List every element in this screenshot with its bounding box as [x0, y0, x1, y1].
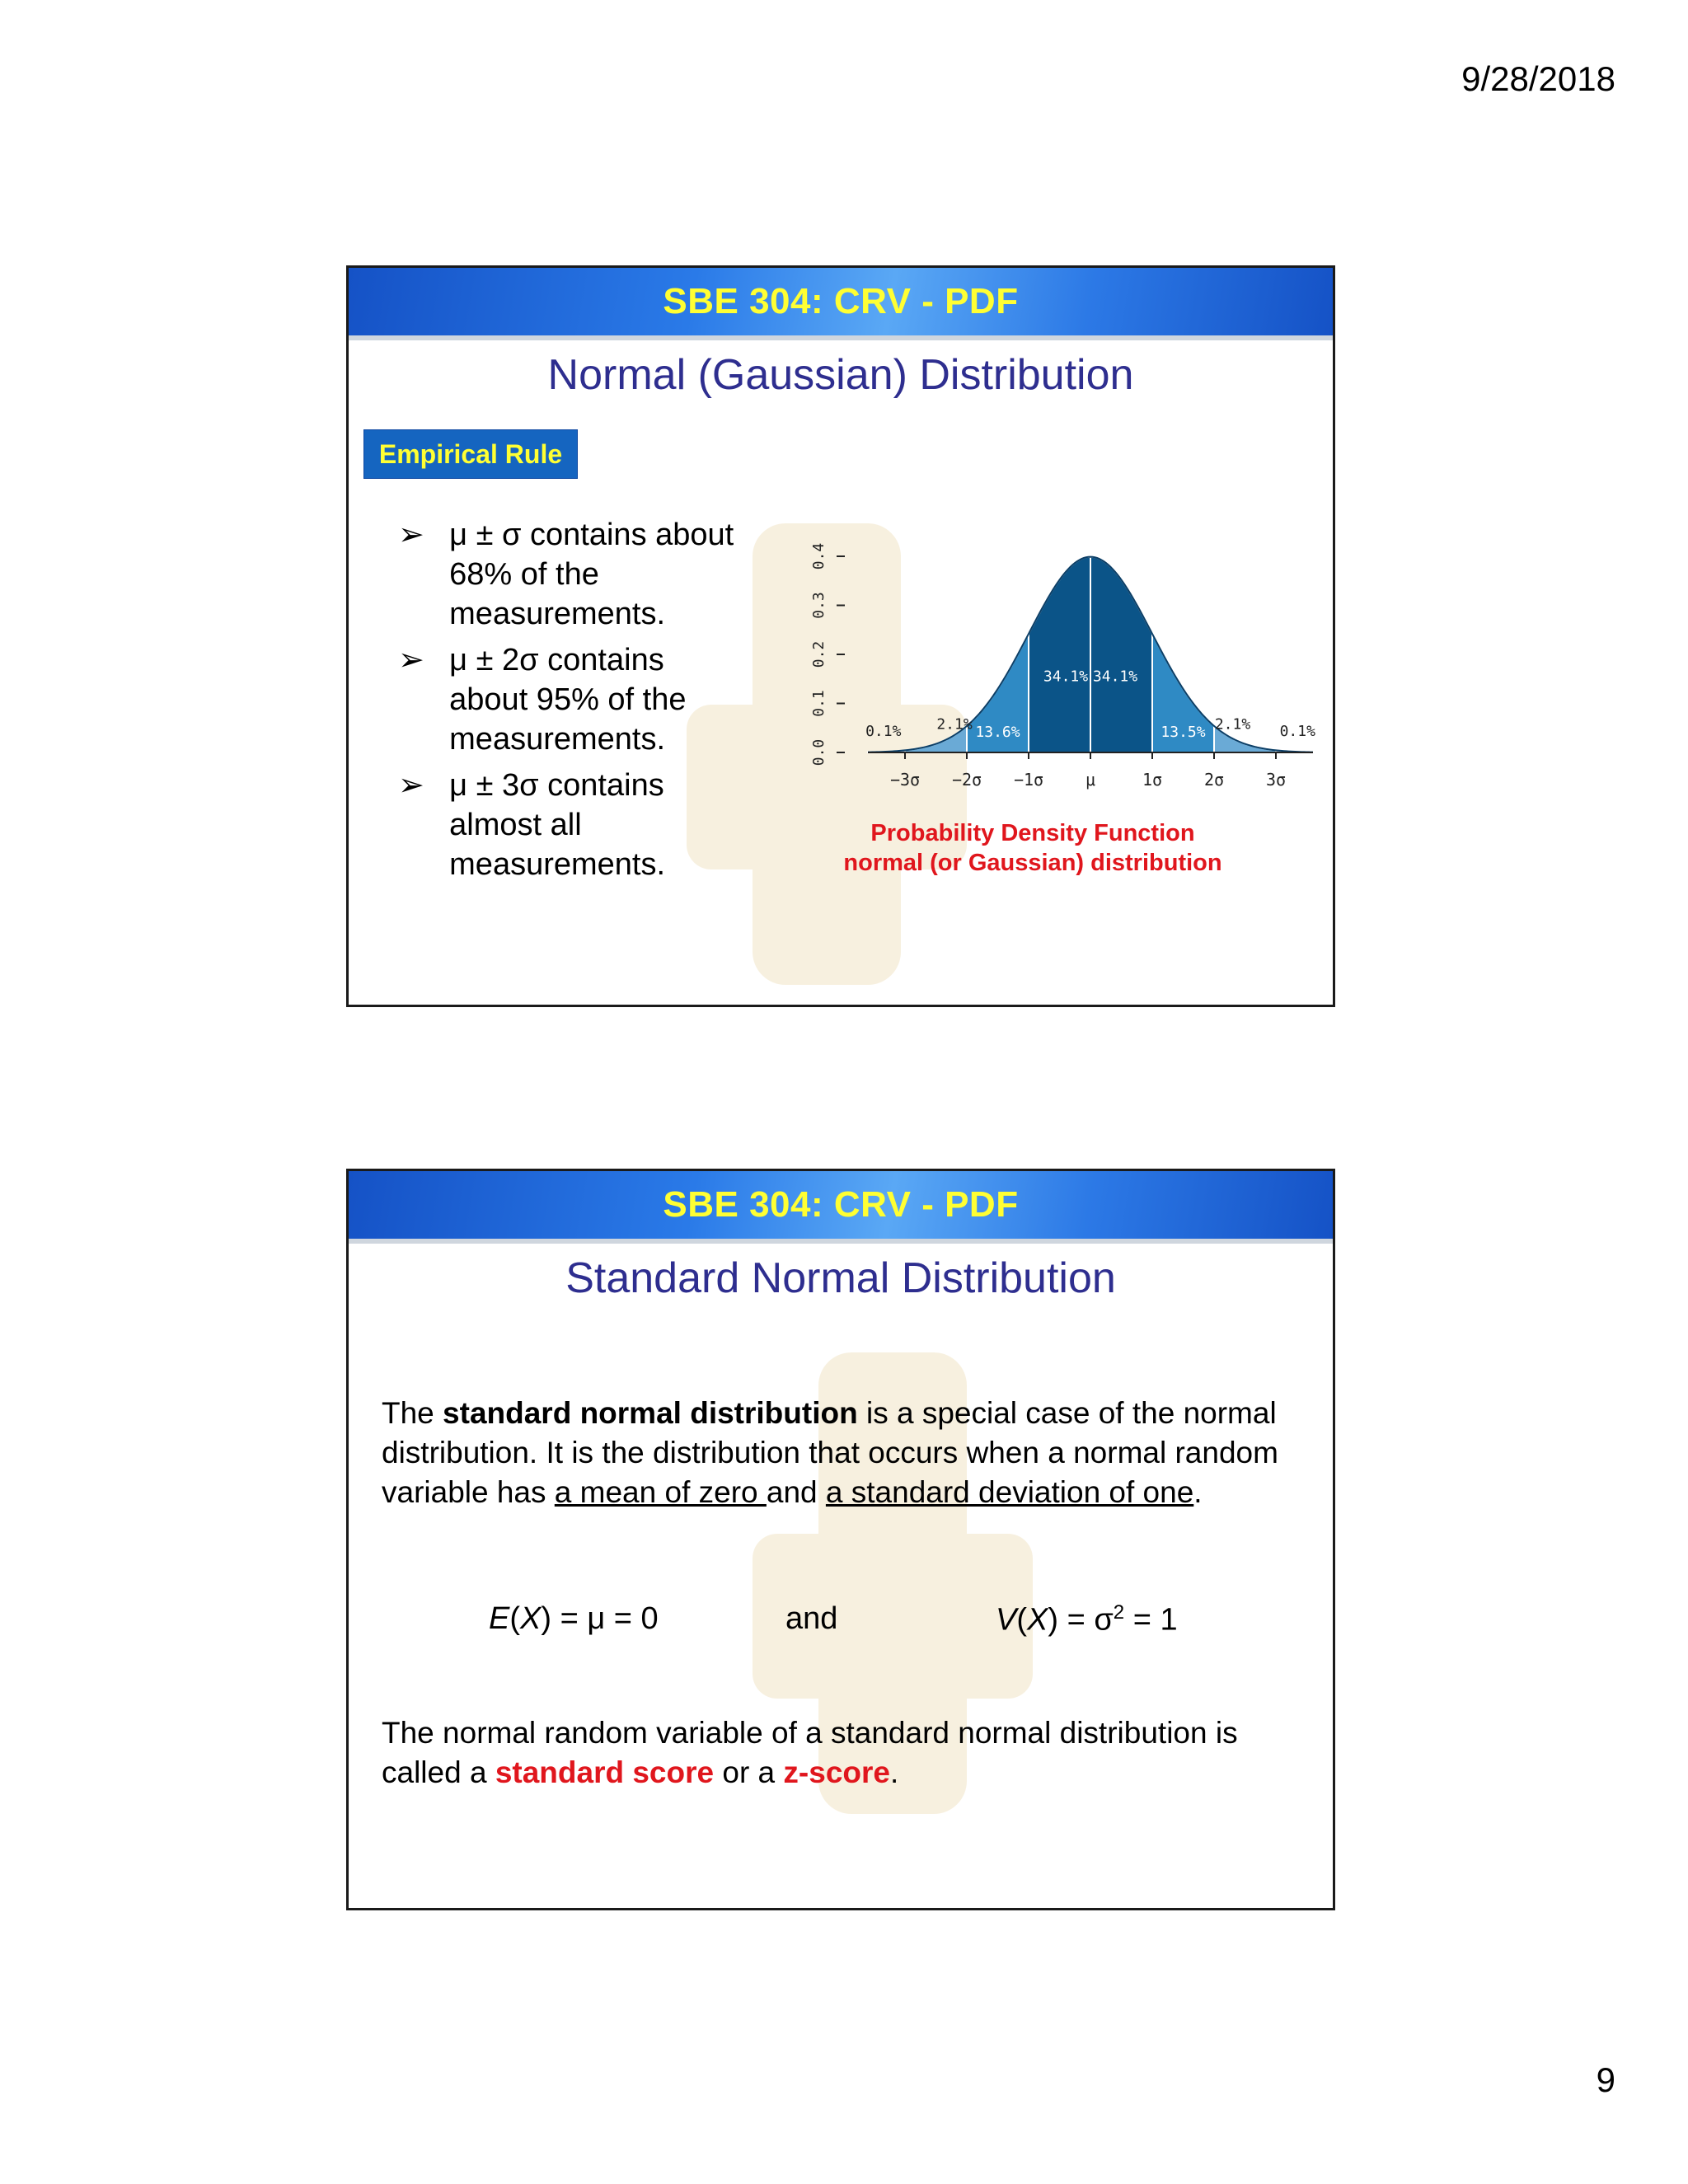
term-standard-normal: standard normal distribution [443, 1396, 858, 1430]
text: . [1193, 1475, 1203, 1509]
text: V [996, 1602, 1017, 1638]
slide-normal-distribution [346, 265, 1335, 1007]
x-tick-label: −2σ [951, 770, 982, 790]
text: E [489, 1601, 510, 1636]
text: or a [714, 1755, 784, 1789]
region-label: 2.1% [1214, 715, 1251, 733]
text: and [766, 1475, 826, 1509]
text: X [1027, 1602, 1048, 1638]
definition-paragraph [382, 1394, 1313, 1512]
caption-line: Probability Density Function [870, 820, 1195, 846]
x-tick-label: 2σ [1203, 770, 1225, 790]
text: . [889, 1755, 899, 1789]
slide-title: Normal (Gaussian) Distribution [547, 351, 1134, 399]
slide-title: Standard Normal Distribution [565, 1254, 1116, 1302]
text: ( [1016, 1602, 1028, 1638]
chart-caption [835, 818, 1231, 878]
x-tick-label: 1σ [1142, 770, 1163, 790]
page-number: 9 [1596, 2060, 1615, 2099]
empirical-rule-list [398, 515, 744, 891]
region-label: 34.1% [1092, 668, 1138, 686]
page-date: 9/28/2018 [1461, 59, 1615, 98]
y-tick-label: 0.0 [810, 738, 828, 766]
list-item [398, 515, 744, 634]
list-item [398, 640, 744, 759]
banner-title: SBE 304: CRV - PDF [663, 1184, 1019, 1225]
list-item [398, 766, 744, 884]
bullet-text: μ ± 2σ contains about 95% of the measurements. [449, 643, 687, 757]
x-tick-label: 3σ [1265, 770, 1287, 790]
z-score-paragraph [382, 1713, 1313, 1793]
y-tick-label: 0.4 [810, 542, 828, 570]
region-label: 34.1% [1043, 668, 1089, 686]
empirical-rule-label: Empirical Rule [363, 429, 578, 479]
arrow-bullet-icon: ➢ [398, 768, 424, 803]
slide-banner [349, 1171, 1333, 1244]
bullet-text: μ ± σ contains about 68% of the measurements. [449, 518, 734, 631]
normal-pdf-chart [794, 540, 1321, 812]
bullet-text: μ ± 3σ contains almost all measurements. [449, 768, 666, 882]
region-label: 0.1% [1279, 722, 1315, 740]
region-label: 2.1% [936, 715, 973, 733]
region-label: 13.5% [1160, 723, 1206, 741]
text: ( [509, 1601, 521, 1636]
std-one-text: a standard deviation of one [825, 1475, 1194, 1509]
arrow-bullet-icon: ➢ [398, 518, 424, 552]
banner-title: SBE 304: CRV - PDF [663, 281, 1019, 321]
caption-line: normal (or Gaussian) distribution [843, 850, 1222, 876]
x-tick-label: −3σ [889, 770, 921, 790]
text: ) = μ = 0 [541, 1601, 659, 1636]
term-standard-score: standard score [495, 1755, 715, 1789]
region-label: 0.1% [865, 722, 902, 740]
region-label: 13.6% [975, 723, 1020, 741]
x-tick-label: −1σ [1013, 770, 1044, 790]
expectation-formula [489, 1601, 659, 1637]
pdf-region [1090, 557, 1152, 752]
x-tick-label: μ [1085, 770, 1096, 790]
text: ) = σ [1048, 1602, 1114, 1638]
y-tick-label: 0.3 [810, 592, 828, 619]
y-tick-label: 0.2 [810, 640, 828, 668]
and-text: and [785, 1601, 838, 1636]
pdf-region [1029, 557, 1090, 752]
slide-banner [349, 268, 1333, 340]
formula-row [349, 1601, 1333, 1643]
text: is a special case of the normal distribution. It is the distribution that occurs when a normal random variable has [382, 1396, 1278, 1509]
text: The normal random variable of a standard normal distribution is called a [382, 1716, 1238, 1789]
y-tick-label: 0.1 [810, 690, 828, 717]
text: = 1 [1124, 1602, 1178, 1638]
text: The [382, 1396, 443, 1430]
term-z-score: z-score [783, 1755, 890, 1789]
slide-standard-normal [346, 1169, 1335, 1910]
variance-formula [996, 1601, 1178, 1638]
text: X [520, 1601, 542, 1636]
mean-zero-text: a mean of zero [554, 1475, 767, 1509]
arrow-bullet-icon: ➢ [398, 643, 424, 677]
superscript: 2 [1113, 1601, 1125, 1624]
